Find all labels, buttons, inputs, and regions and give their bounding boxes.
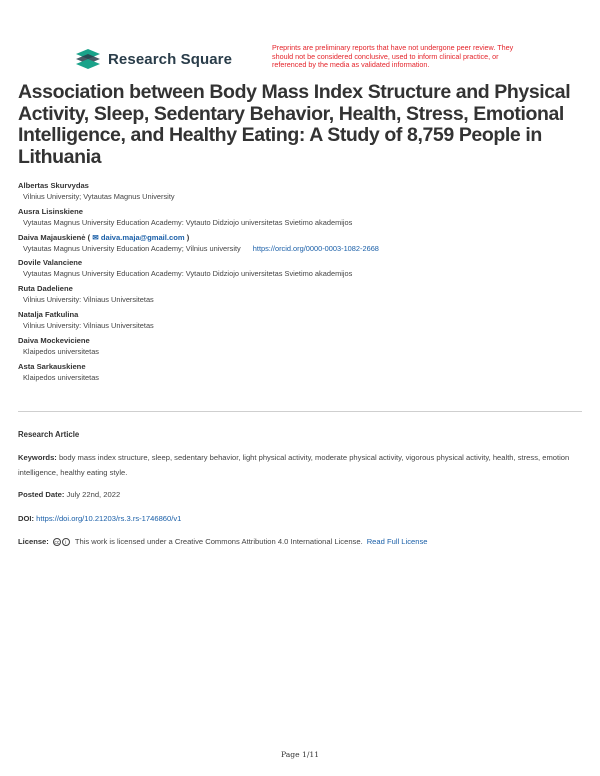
section-divider [18, 411, 582, 412]
license-label: License: [18, 537, 49, 546]
email-close-paren: ) [186, 232, 190, 242]
author-name: Albertas Skurvydas [18, 181, 89, 190]
cc-icon: cc [54, 539, 60, 546]
author-entry [18, 361, 588, 387]
research-square-logo-icon [74, 48, 102, 70]
author-affiliation: Vytautas Magnus University Education Academy: Vytauto Didziojo universitetas Svietimo akademijos [23, 217, 353, 227]
author-name-corresponding [18, 232, 588, 243]
doi-line [18, 514, 181, 523]
license-line [18, 537, 427, 546]
keywords-block [18, 451, 572, 480]
page-number: Page 1/11 [280, 750, 320, 759]
read-full-license-link[interactable]: Read Full License [366, 537, 428, 546]
email-icon: ✉ [92, 232, 99, 242]
author-affiliation [18, 243, 588, 258]
author-name: Ruta Dadeliene [18, 284, 73, 294]
article-type: Research Article [18, 430, 80, 439]
author-name: Dovile Valanciene [18, 258, 83, 268]
author-entry [18, 309, 588, 335]
paper-title: Association between Body Mass Index Structure and Physical Activity, Sleep, Sedentary Behavior, Health, Stress, Emotional Intelligence, and Healthy Eating: A Study of 8,759 People in Lithuania [18, 81, 571, 168]
logo-text: Research Square [108, 50, 233, 68]
preprint-disclaimer: Preprints are preliminary reports that have not undergone peer review. They should not be considered conclusive, used to inform clinical practice, or referenced by the media as validated information. [272, 43, 514, 70]
keywords-text: body mass index structure, sleep, sedentary behavior, light physical activity, moderate physical activity, vigorous physical activity, health, stress, emotion intelligence, healthy eating style. [18, 453, 570, 477]
author-entry [18, 180, 588, 206]
author-affiliation: Vytautas Magnus University Education Academy: Vytauto Didziojo universitetas Svietimo akademijos [23, 269, 353, 279]
author-affiliation: Klaipedos universitetas [23, 346, 100, 356]
author-name: Natalja Fatkulina [18, 309, 79, 319]
research-square-logo[interactable] [74, 46, 232, 72]
author-affiliation: Vilnius University: Vilniaus Universitetas [23, 295, 154, 305]
author-entry [18, 257, 588, 283]
author-name-text: Daiva Majauskienė [18, 232, 86, 242]
doi-label: DOI: [18, 514, 35, 523]
author-affiliation: Vilnius University: Vilniaus Universitetas [23, 320, 154, 330]
author-name: Daiva Mockeviciene [18, 335, 90, 345]
affiliation-text: Vytautas Magnus University Education Academy; Vilnius university [23, 243, 241, 253]
posted-date [18, 490, 120, 499]
author-affiliation: Klaipedos universitetas [23, 372, 100, 382]
by-icon: i [62, 538, 70, 546]
author-affiliation: Vilnius University; Vytautas Magnus University [23, 192, 175, 201]
author-entry [18, 283, 588, 309]
author-entry [18, 206, 588, 232]
email-open-paren: ( [87, 232, 91, 242]
author-entry [18, 232, 588, 258]
posted-date-value: July 22nd, 2022 [66, 490, 121, 499]
doi-link[interactable]: https://doi.org/10.21203/rs.3.rs-1746860/v1 [36, 514, 182, 523]
author-name: Ausra Lisinskiene [18, 206, 83, 216]
license-text: This work is licensed under a Creative Commons Attribution 4.0 International License. [74, 537, 363, 546]
author-list [18, 180, 588, 386]
posted-date-label: Posted Date: [18, 490, 65, 499]
author-name: Asta Sarkauskiene [18, 361, 86, 371]
orcid-link[interactable]: https://orcid.org/0000-0003-1082-2668 [252, 243, 379, 253]
author-entry [18, 335, 588, 361]
keywords-label: Keywords: [18, 453, 57, 462]
author-email-link[interactable]: daiva.maja@gmail.com [100, 232, 185, 242]
